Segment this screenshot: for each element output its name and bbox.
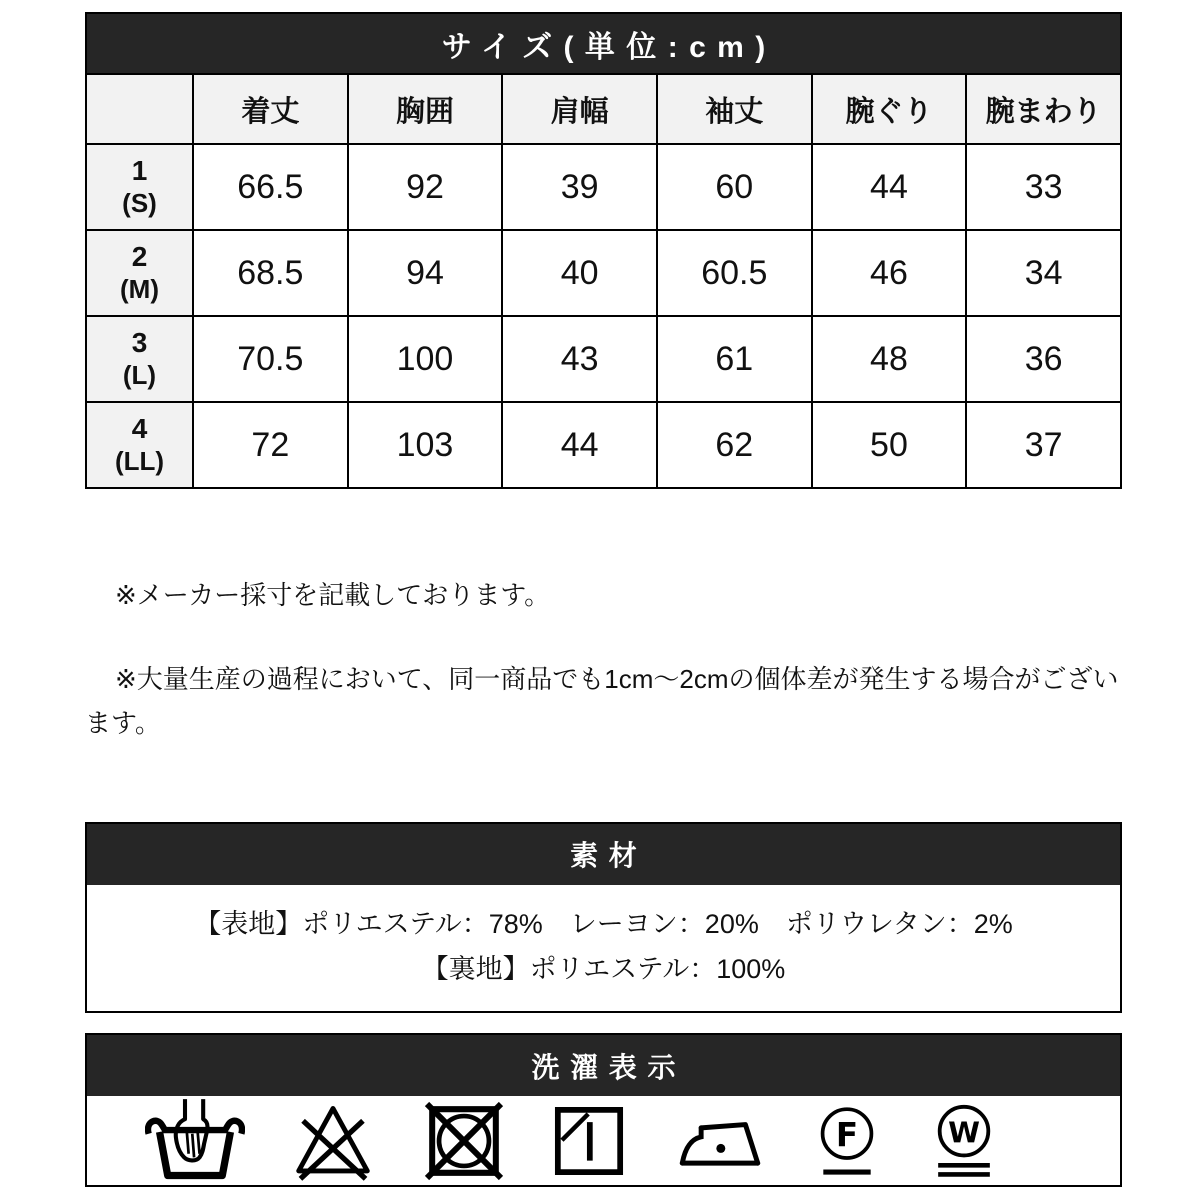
wet-clean-letter: W (948, 1115, 980, 1150)
material-line-outer: 【表地】ポリエステル：78% レーヨン：20% ポリウレタン：2% (194, 908, 1013, 939)
row-size-number: 2 (131, 241, 148, 273)
size-value-cell: 94 (348, 230, 503, 316)
size-value-cell: 66.5 (193, 144, 348, 230)
row-label (86, 316, 193, 402)
size-table-title-bar (85, 12, 1122, 73)
material-title-bar (87, 824, 1120, 885)
size-value-cell: 48 (812, 316, 967, 402)
column-header: 胸囲 (348, 74, 503, 144)
row-label (86, 230, 193, 316)
material-line-lining: 【裏地】ポリエステル：100% (421, 953, 786, 984)
iron-low-heat-icon (672, 1100, 768, 1182)
row-size-number: 1 (131, 155, 148, 187)
row-size-code: (M) (120, 274, 159, 305)
column-header: 肩幅 (502, 74, 657, 144)
size-table-title: サイズ(単位:cm) (441, 30, 777, 64)
size-value-cell: 61 (657, 316, 812, 402)
size-value-cell: 44 (812, 144, 967, 230)
size-value-cell: 36 (966, 316, 1121, 402)
corner-cell (86, 74, 193, 144)
laundry-symbols-row (87, 1096, 1120, 1185)
laundry-title-bar (87, 1035, 1120, 1096)
hand-wash-icon (145, 1097, 245, 1185)
laundry-section (85, 1033, 1122, 1187)
column-header: 腕ぐり (812, 74, 967, 144)
size-value-cell: 103 (348, 402, 503, 488)
column-header: 袖丈 (657, 74, 812, 144)
size-value-cell: 60 (657, 144, 812, 230)
dry-clean-letter: F (836, 1115, 859, 1154)
do-not-tumble-dry-icon (421, 1097, 507, 1185)
row-label (86, 402, 193, 488)
size-value-cell: 100 (348, 316, 503, 402)
column-header: 腕まわり (966, 74, 1121, 144)
size-value-cell: 46 (812, 230, 967, 316)
dry-clean-F-gentle-icon (810, 1095, 884, 1187)
size-value-cell: 34 (966, 230, 1121, 316)
size-table (85, 73, 1122, 489)
notes (85, 573, 1122, 746)
row-size-code: (L) (122, 360, 157, 391)
wet-clean-W-very-gentle-icon (926, 1093, 1002, 1189)
size-value-cell: 37 (966, 402, 1121, 488)
row-size-code: (LL) (114, 446, 165, 477)
note-manufacturer-measure: ※メーカー採寸を記載しております。 (115, 580, 551, 610)
row-size-code: (S) (122, 188, 157, 219)
size-value-cell: 60.5 (657, 230, 812, 316)
material-title: 素材 (570, 840, 648, 872)
row-size-number: 3 (131, 327, 148, 359)
laundry-title: 洗濯表示 (531, 1051, 687, 1083)
size-table-body (86, 144, 1121, 488)
size-value-cell: 62 (657, 402, 812, 488)
size-value-cell: 40 (502, 230, 657, 316)
size-value-cell: 68.5 (193, 230, 348, 316)
size-value-cell: 92 (348, 144, 503, 230)
do-not-bleach-icon (287, 1097, 379, 1185)
column-header: 着丈 (193, 74, 348, 144)
table-row (86, 316, 1121, 402)
note-individual-difference: ※大量生産の過程において、同一商品でも1cm～2cmの個体差が発生する場合がございます。 (85, 664, 1119, 739)
size-value-cell: 44 (502, 402, 657, 488)
material-section (85, 822, 1122, 1014)
size-value-cell: 33 (966, 144, 1121, 230)
row-size-number: 4 (131, 413, 148, 445)
size-table-header-row (86, 74, 1121, 144)
size-value-cell: 72 (193, 402, 348, 488)
row-label (86, 144, 193, 230)
size-value-cell: 43 (502, 316, 657, 402)
page-content (85, 12, 1122, 1187)
size-value-cell: 39 (502, 144, 657, 230)
table-row (86, 402, 1121, 488)
material-body (87, 885, 1120, 1012)
size-value-cell: 70.5 (193, 316, 348, 402)
table-row (86, 230, 1121, 316)
size-value-cell: 50 (812, 402, 967, 488)
table-row (86, 144, 1121, 230)
line-dry-in-shade-icon (548, 1098, 630, 1184)
